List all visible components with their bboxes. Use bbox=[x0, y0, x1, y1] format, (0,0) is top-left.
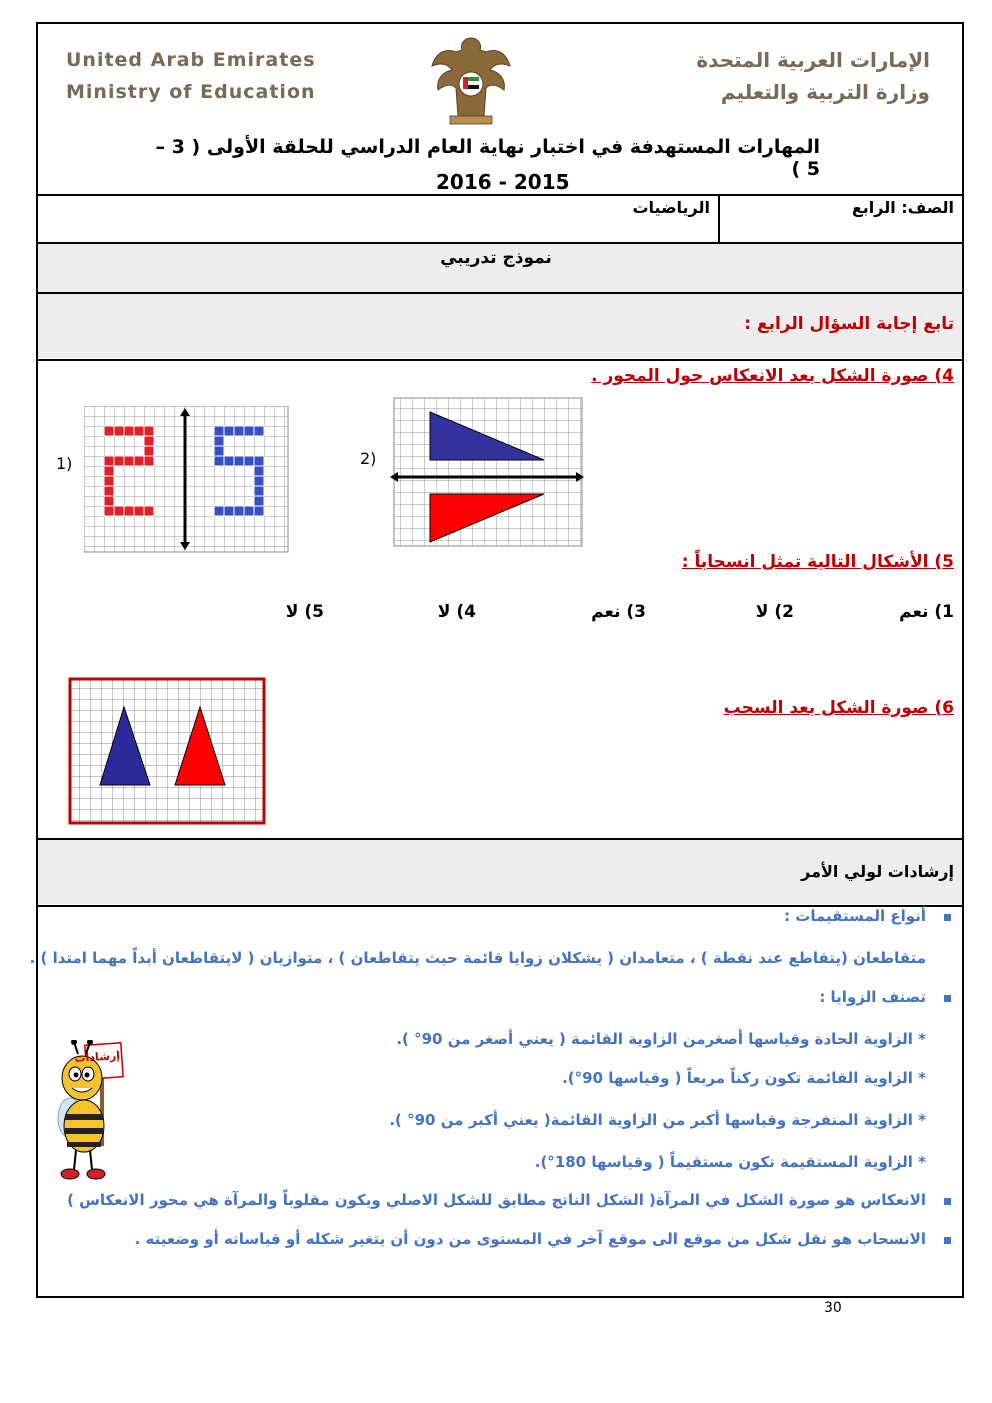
guidance-line-8: الانعكاس هو صورة الشكل في المرآة( الشكل الناتج مطابق للشكل الاصلي ويكون مقلوباً والمرآة هي محور الانعكاس ) bbox=[67, 1191, 926, 1209]
bullet-icon bbox=[944, 1237, 951, 1244]
guidance-line-3: تصنف الزوايا : bbox=[819, 988, 926, 1006]
header-en-line1: United Arab Emirates bbox=[66, 49, 316, 71]
guidance-line-7: * الزاوية المستقيمة تكون مستقيماً ( وقياسها 180°). bbox=[534, 1153, 926, 1171]
emblem-icon bbox=[428, 32, 514, 130]
guidance-line-9: الانسحاب هو نقل شكل من موقع الى موقع آخر في المستوى من دون أن يتغير شكله أو قياساته أو وضعيته . bbox=[134, 1230, 926, 1248]
q5-answer-1: 1) نعم bbox=[899, 602, 954, 622]
guidance-line-4: * الزاوية الحادة وقياسها أصغرمن الزاوية القائمة ( يعني أصغر من 90° ). bbox=[396, 1030, 926, 1048]
divider bbox=[36, 194, 964, 196]
reflection-figure-letters bbox=[84, 406, 290, 554]
guidance-heading: إرشادات لولي الأمر bbox=[801, 862, 954, 881]
guidance-line-5: * الزاوية القائمة تكون ركناً مربعاً ( وقياسها 90°). bbox=[562, 1069, 926, 1087]
bullet-icon bbox=[944, 914, 951, 921]
header-ar-line2: وزارة التربية والتعليم bbox=[720, 80, 930, 104]
school-year: 2016 - 2015 bbox=[436, 170, 570, 194]
info-divider bbox=[718, 195, 720, 242]
page-frame bbox=[29, 22, 964, 1298]
model-label: نموذج تدريبي bbox=[440, 248, 552, 268]
guidance-line-1: أنواع المستقيمات : bbox=[784, 907, 926, 925]
sign-text: إرشادات bbox=[74, 1048, 121, 1066]
bullet-icon bbox=[944, 995, 951, 1002]
header-en-line2: Ministry of Education bbox=[66, 81, 316, 103]
q4-title: 4) صورة الشكل بعد الانعكاس حول المحور . bbox=[591, 366, 954, 386]
q6-title: 6) صورة الشكل بعد السحب bbox=[723, 698, 954, 718]
q5-answer-5: 5) لا bbox=[285, 602, 324, 622]
guidance-line-6: * الزاوية المنفرجة وقياسها أكبر من الزاوية القائمة( يعني أكبر من 90° ). bbox=[389, 1111, 926, 1129]
page-title: المهارات المستهدفة في اختبار نهاية العام الدراسي للحلقة الأولى ( 3 – 5 ) bbox=[155, 136, 820, 180]
header-ar-line1: الإمارات العربية المتحدة bbox=[696, 48, 930, 72]
continuation-label: تابع إجابة السؤال الرابع : bbox=[744, 314, 954, 334]
q5-title: 5) الأشكال التالية تمثل انسحاباً : bbox=[681, 552, 954, 572]
q5-answer-4: 4) لا bbox=[437, 602, 476, 622]
bullet-icon bbox=[944, 1198, 951, 1205]
reflection-figure-triangles bbox=[388, 396, 586, 548]
page-number: 30 bbox=[824, 1300, 842, 1316]
translation-figure bbox=[68, 677, 266, 825]
guidance-line-2: متقاطعان (يتقاطع عند نقطة ) ، متعامدان ( يشكلان زوايا قائمة حيث يتقاطعان ) ، متوازيان ( لايتقاطعان أبداً مهما امتدا ) . bbox=[29, 949, 926, 967]
subject-label: الرياضيات bbox=[632, 198, 710, 217]
grade-label: الصف: الرابع bbox=[851, 198, 954, 217]
divider bbox=[36, 359, 964, 361]
fig2-label: 2) bbox=[360, 449, 377, 468]
q5-answer-2: 2) لا bbox=[755, 602, 794, 622]
fig1-label: 1) bbox=[56, 454, 73, 473]
q5-answer-3: 3) نعم bbox=[591, 602, 646, 622]
